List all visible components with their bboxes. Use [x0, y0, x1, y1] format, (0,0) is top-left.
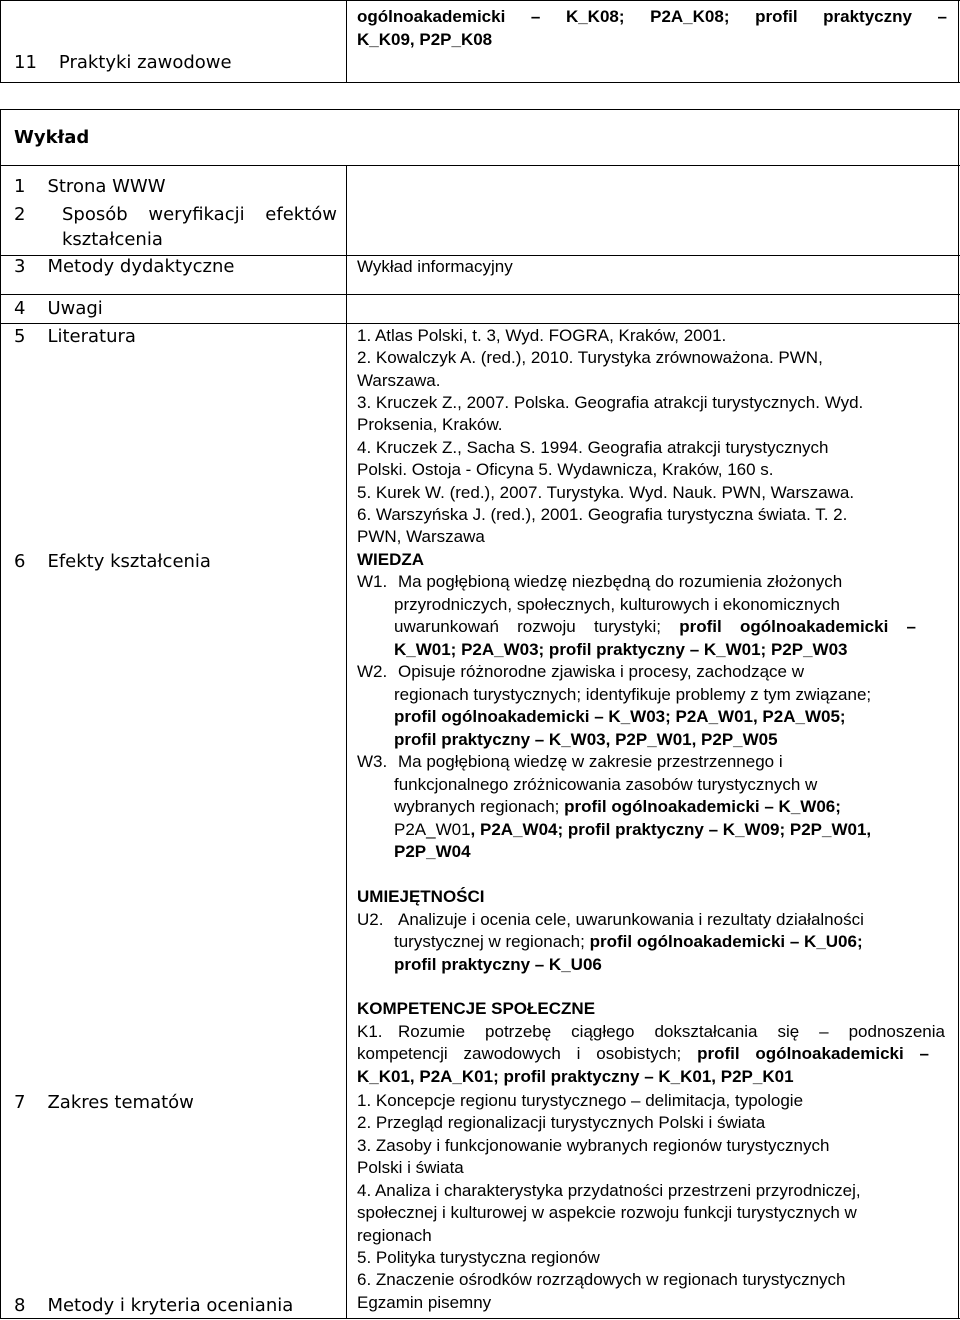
temat-line: społecznej i kulturowej w aspekcie rozwoju funkcji turystycznych w — [357, 1203, 857, 1222]
row-divider — [0, 82, 960, 83]
row-number: 7 — [14, 1092, 26, 1113]
row-label-zakres-tematow — [14, 1092, 194, 1114]
effect-code-w1: W1. — [357, 572, 388, 591]
column-divider — [0, 0, 1, 83]
row-divider — [0, 1318, 960, 1319]
effect-code-w3: W3. — [357, 752, 388, 771]
row-divider — [0, 0, 960, 1]
row-label-text: Efekty kształcenia — [47, 551, 211, 572]
effect-w2-line: Opisuje różnorodne zjawiska i procesy, zachodzące w — [398, 662, 804, 681]
row-number: 8 — [14, 1295, 26, 1316]
effect-w2-line: regionach turystycznych; identyfikuje problemy z tym związane; — [394, 685, 872, 704]
literatura-line: 3. Kruczek Z., 2007. Polska. Geografia atrakcji turystycznych. Wyd. — [357, 393, 864, 412]
effect-w3-line: funkcjonalnego zróżnicowania zasobów turystycznych w — [394, 775, 818, 794]
row-label-metody-kryteria — [14, 1295, 293, 1317]
effect-w1-line: uwarunkowań rozwoju turystyki; profil ogólnoakademicki – — [394, 617, 917, 636]
column-divider — [0, 165, 1, 1319]
metody-dydaktyczne-value: Wykład informacyjny — [357, 257, 513, 276]
literatura-line: Polski. Ostoja - Oficyna 5. Wydawnicza, Kraków, 160 s. — [357, 460, 774, 479]
column-divider — [0, 109, 1, 166]
umiejetnosci-heading: UMIEJĘTNOŚCI — [357, 887, 485, 906]
effect-code-u2: U2. — [357, 910, 384, 929]
column-divider — [346, 0, 347, 83]
column-divider — [958, 109, 959, 166]
literatura-line: PWN, Warszawa — [357, 527, 485, 546]
temat-line: 3. Zasoby i funkcjonowanie wybranych regionów turystycznych — [357, 1136, 830, 1155]
row-label-strona-www — [14, 176, 166, 198]
row-number: 3 — [14, 256, 26, 277]
column-divider — [958, 0, 959, 83]
effect-k1-line: K_K01, P2A_K01; profil praktyczny – K_K01, P2P_K01 — [357, 1067, 794, 1086]
row-number: 5 — [14, 326, 26, 347]
effect-code-k1: K1. — [357, 1022, 383, 1041]
effect-u2-line: Analizuje i ocenia cele, uwarunkowania i rezultaty działalności — [398, 910, 864, 929]
row-divider — [0, 165, 960, 166]
effect-u2-line: profil praktyczny – K_U06 — [394, 955, 602, 974]
row-divider — [0, 109, 960, 110]
row-label-metody-dydaktyczne — [14, 256, 234, 278]
row-divider — [0, 323, 960, 324]
literatura-line: Warszawa. — [357, 371, 441, 390]
row-label-text: Praktyki zawodowe — [58, 52, 232, 73]
row-label-text: Literatura — [47, 326, 136, 347]
effect-k1-line: kompetencji zawodowych i osobistych; profil ogólnoakademicki – — [357, 1044, 929, 1063]
row-label-praktyki — [14, 52, 232, 74]
row-label-text: Strona WWW — [47, 176, 166, 197]
effect-w3-line: wybranych regionach; profil ogólnoakademicki – K_W06; — [394, 797, 841, 816]
literatura-line: Proksenia, Kraków. — [357, 415, 503, 434]
section-title: Wykład — [14, 127, 90, 148]
row-label-uwagi — [14, 298, 103, 320]
temat-line: 4. Analiza i charakterystyka przydatności przestrzeni przyrodniczej, — [357, 1181, 861, 1200]
temat-line: 5. Polityka turystyczna regionów — [357, 1248, 600, 1267]
row-number: 4 — [14, 298, 26, 319]
temat-line: 6. Znaczenie ośrodków rozrządowych w regionach turystycznych — [357, 1270, 846, 1289]
row-label-text: Uwagi — [47, 298, 103, 319]
effect-w2-line: profil ogólnoakademicki – K_W03; P2A_W01, P2A_W05; — [394, 707, 846, 726]
effect-w2-line: profil praktyczny – K_W03, P2P_W01, P2P_W05 — [394, 730, 778, 749]
row-label-text: kształcenia — [62, 229, 163, 250]
temat-line: regionach — [357, 1226, 432, 1245]
effect-code-w2: W2. — [357, 662, 388, 681]
row-label-sposob-weryfikacji — [14, 204, 47, 226]
literatura-line: 5. Kurek W. (red.), 2007. Turystyka. Wyd. Nauk. PWN, Warszawa. — [357, 483, 855, 502]
row-number: 1 — [14, 176, 26, 197]
row-number: 2 — [14, 204, 26, 225]
effect-w3-line: Ma pogłębioną wiedzę w zakresie przestrzennego i — [398, 752, 783, 771]
row-label-literatura — [14, 326, 136, 348]
kompetencje-heading: KOMPETENCJE SPOŁECZNE — [357, 999, 596, 1018]
temat-line: 1. Koncepcje regionu turystycznego – delimitacja, typologie — [357, 1091, 804, 1110]
wiedza-heading: WIEDZA — [357, 550, 425, 569]
row-label-text: Zakres tematów — [47, 1092, 194, 1113]
literatura-line: 2. Kowalczyk A. (red.), 2010. Turystyka zrównoważona. PWN, — [357, 348, 823, 367]
temat-line: Polski i świata — [357, 1158, 464, 1177]
top-cell-line: ogólnoakademicki – K_K08; P2A_K08; profil praktyczny – — [357, 7, 947, 26]
effect-w3-line: P2P_W04 — [394, 842, 471, 861]
metody-oceniania-value: Egzamin pisemny — [357, 1293, 492, 1312]
temat-line: 2. Przegląd regionalizacji turystycznych Polski i świata — [357, 1113, 766, 1132]
effect-w1-line: Ma pogłębioną wiedzę niezbędną do rozumienia złożonych — [398, 572, 843, 591]
row-divider — [0, 294, 960, 295]
effect-w1-line: przyrodniczych, społecznych, kulturowych i ekonomicznych — [394, 595, 840, 614]
top-cell-line: K_K09, P2P_K08 — [357, 30, 493, 49]
row-number: 11 — [14, 52, 37, 73]
row-number: 6 — [14, 551, 26, 572]
row-label-text: Metody dydaktyczne — [47, 256, 235, 277]
literatura-line: 4. Kruczek Z., Sacha S. 1994. Geografia atrakcji turystycznych — [357, 438, 829, 457]
row-label-text: Sposób weryfikacji efektów — [62, 204, 337, 225]
effect-w1-line: K_W01; P2A_W03; profil praktyczny – K_W01; P2P_W03 — [394, 640, 848, 659]
effect-w3-line: P2A_W01, P2A_W04; profil praktyczny – K_W09; P2P_W01, — [394, 820, 872, 839]
effect-k1-line: Rozumie potrzebę ciągłego dokształcania się – podnoszenia — [398, 1022, 945, 1041]
literatura-line: 6. Warszyńska J. (red.), 2001. Geografia turystyczna świata. T. 2. — [357, 505, 848, 524]
effect-u2-line: turystycznej w regionach; profil ogólnoakademicki – K_U06; — [394, 932, 863, 951]
column-divider — [958, 165, 959, 1319]
row-label-efekty-ksztalcenia — [14, 551, 211, 573]
column-divider — [346, 165, 347, 1319]
row-label-text: Metody i kryteria oceniania — [47, 1295, 294, 1316]
literatura-line: 1. Atlas Polski, t. 3, Wyd. FOGRA, Kraków, 2001. — [357, 326, 727, 345]
